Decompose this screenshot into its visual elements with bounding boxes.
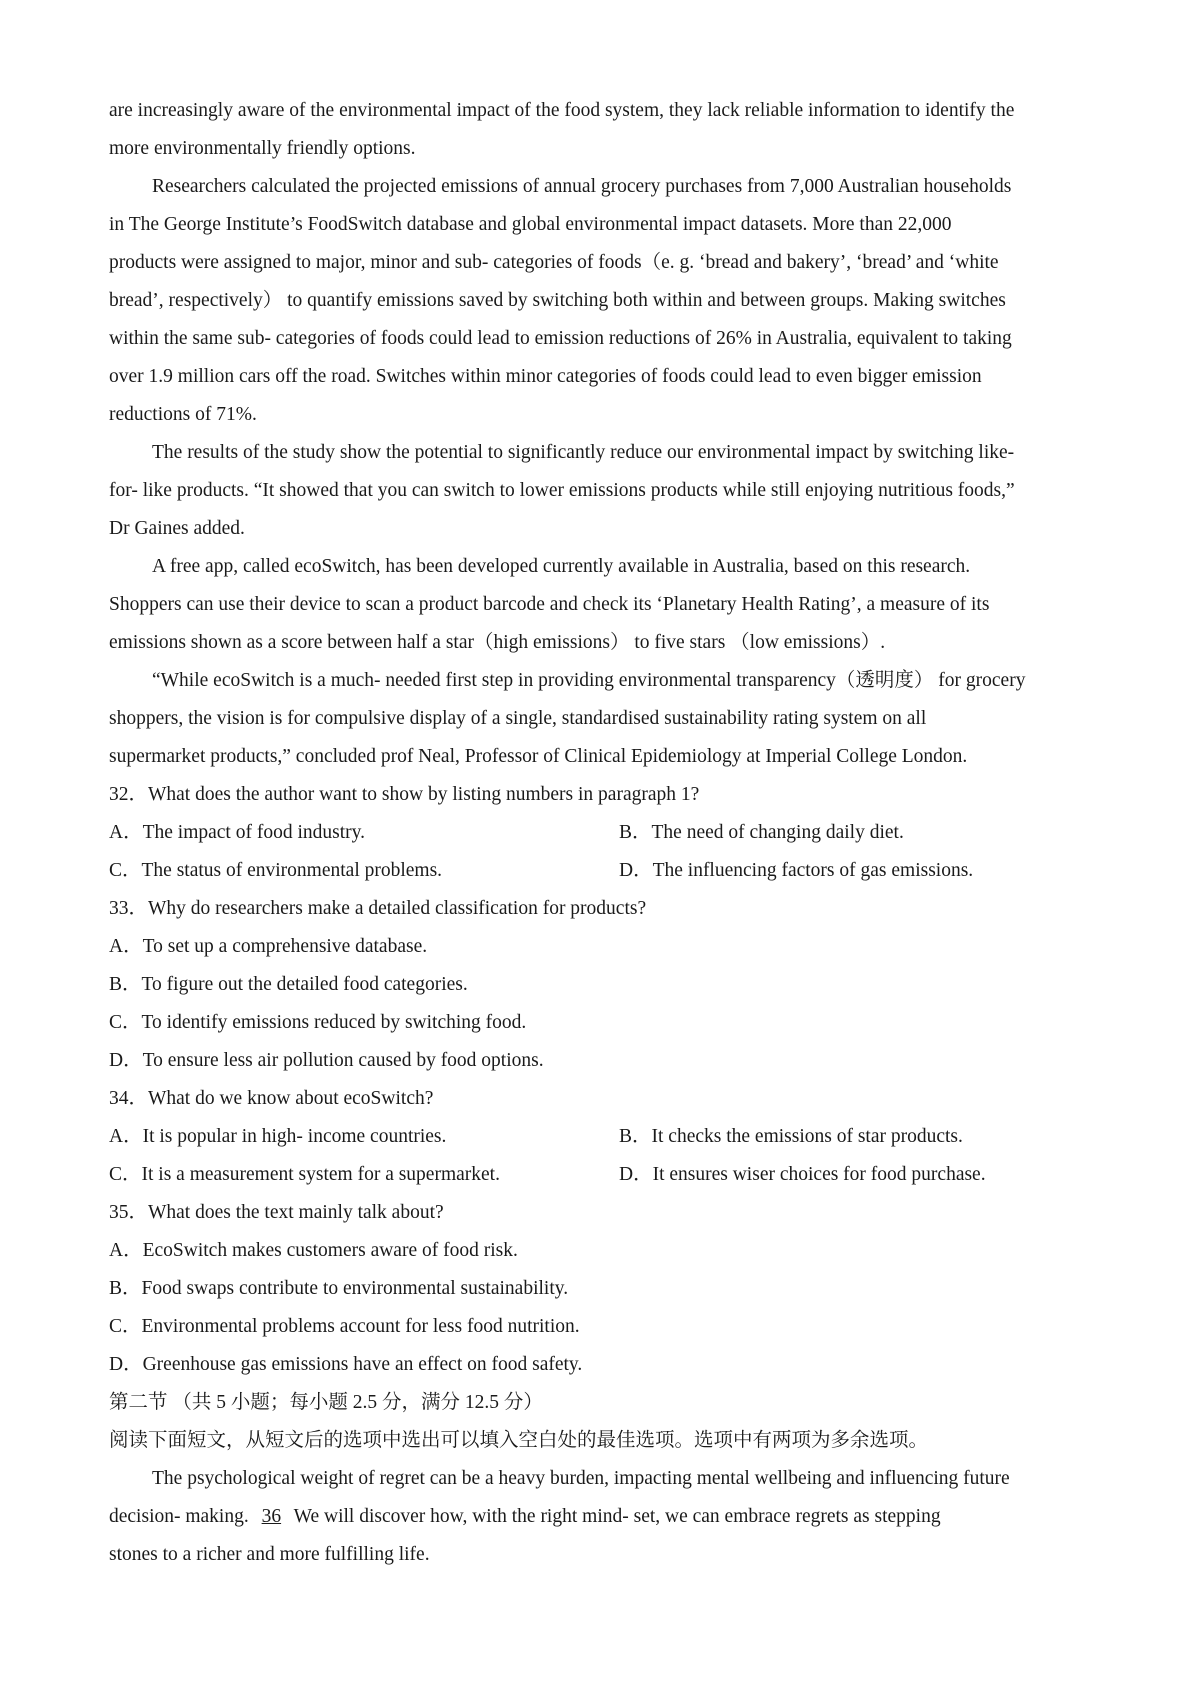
options-row — [109, 852, 1105, 890]
option-a[interactable]: A．EcoSwitch makes customers aware of food risk. — [109, 1240, 518, 1261]
passage-line: A free app, called ecoSwitch, has been developed currently available in Australia, based on this research. — [152, 556, 971, 577]
question-stem: 35．What does the text mainly talk about? — [109, 1202, 444, 1223]
passage-line: over 1.9 million cars off the road. Switches within minor categories of foods could lead to even bigger emission — [109, 366, 982, 387]
options-row — [109, 1156, 1105, 1194]
option-d[interactable]: D．To ensure less air pollution caused by food options. — [109, 1050, 544, 1071]
passage-line: “While ecoSwitch is a much- needed first step in providing environmental transparency（透明度） for grocery — [152, 670, 1026, 691]
passage-text: We will discover how, with the right mind- set, we can embrace regrets as stepping — [289, 1506, 941, 1527]
blank-36[interactable]: 36 — [261, 1506, 282, 1527]
passage-line: shoppers, the vision is for compulsive display of a single, standardised sustainability rating system on all — [109, 708, 927, 729]
option-d[interactable]: D．It ensures wiser choices for food purchase. — [619, 1164, 986, 1185]
section-heading: 第二节 （共 5 小题；每小题 2.5 分，满分 12.5 分） — [109, 1392, 543, 1413]
passage-line: stones to a richer and more fulfilling life. — [109, 1544, 430, 1565]
option-a[interactable]: A．The impact of food industry. — [109, 822, 365, 843]
passage-line: reductions of 71%. — [109, 404, 257, 425]
page-content — [109, 92, 1105, 1574]
passage-line: bread’, respectively） to quantify emissions saved by switching both within and between groups. Making switches — [109, 290, 1006, 311]
question-stem: 33．Why do researchers make a detailed classification for products? — [109, 898, 647, 919]
passage-line: The results of the study show the potential to significantly reduce our environmental impact by switching like- — [152, 442, 1015, 463]
passage-line: emissions shown as a score between half a star（high emissions） to five stars （low emissions）. — [109, 632, 886, 653]
passage-line: are increasingly aware of the environmental impact of the food system, they lack reliable information to identify the — [109, 100, 1015, 121]
option-c[interactable]: C．The status of environmental problems. — [109, 860, 443, 881]
passage-line: Dr Gaines added. — [109, 518, 245, 539]
passage-line: The psychological weight of regret can be a heavy burden, impacting mental wellbeing and influencing future — [152, 1468, 1010, 1489]
passage-line: products were assigned to major, minor and sub- categories of foods（e. g. ‘bread and bakery’, ‘bread’ and ‘white — [109, 252, 999, 273]
option-c[interactable]: C．To identify emissions reduced by switching food. — [109, 1012, 527, 1033]
passage-text: decision- making. — [109, 1506, 254, 1527]
option-c[interactable]: C．It is a measurement system for a supermarket. — [109, 1164, 500, 1185]
option-d[interactable]: D．Greenhouse gas emissions have an effect on food safety. — [109, 1354, 583, 1375]
question-stem: 34．What do we know about ecoSwitch? — [109, 1088, 434, 1109]
passage-line: Researchers calculated the projected emissions of annual grocery purchases from 7,000 Australian households — [152, 176, 1012, 197]
option-c[interactable]: C．Environmental problems account for less food nutrition. — [109, 1316, 580, 1337]
passage-line: in The George Institute’s FoodSwitch database and global environmental impact datasets. More than 22,000 — [109, 214, 952, 235]
passage-line: supermarket products,” concluded prof Neal, Professor of Clinical Epidemiology at Imperial College London. — [109, 746, 968, 767]
passage-line — [109, 1498, 1105, 1536]
passage-line: more environmentally friendly options. — [109, 138, 416, 159]
passage-line: for- like products. “It showed that you can switch to lower emissions products while still enjoying nutritious foods,” — [109, 480, 1015, 501]
option-a[interactable]: A．It is popular in high- income countries. — [109, 1126, 447, 1147]
passage-line: Shoppers can use their device to scan a product barcode and check its ‘Planetary Health Rating’, a measure of its — [109, 594, 990, 615]
options-row — [109, 814, 1105, 852]
question-stem: 32．What does the author want to show by listing numbers in paragraph 1? — [109, 784, 700, 805]
section-instruction: 阅读下面短文，从短文后的选项中选出可以填入空白处的最佳选项。选项中有两项为多余选项。 — [109, 1430, 929, 1451]
options-row — [109, 1118, 1105, 1156]
option-b[interactable]: B．It checks the emissions of star products. — [619, 1126, 963, 1147]
option-b[interactable]: B．Food swaps contribute to environmental sustainability. — [109, 1278, 569, 1299]
option-a[interactable]: A．To set up a comprehensive database. — [109, 936, 428, 957]
passage-line: within the same sub- categories of foods could lead to emission reductions of 26% in Australia, equivalent to taking — [109, 328, 1012, 349]
option-b[interactable]: B．To figure out the detailed food categories. — [109, 974, 468, 995]
option-b[interactable]: B．The need of changing daily diet. — [619, 822, 904, 843]
option-d[interactable]: D．The influencing factors of gas emissions. — [619, 860, 974, 881]
